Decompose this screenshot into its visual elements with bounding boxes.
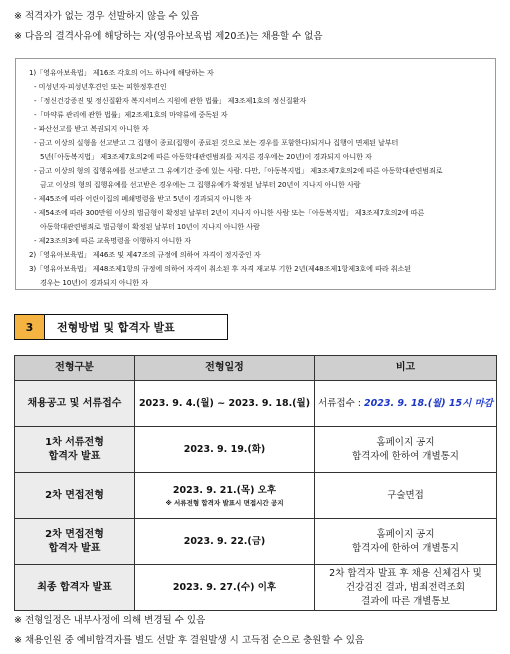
schedule-sub-note: ※ 서류전형 합격자 발표시 면접시간 공지: [165, 498, 284, 507]
note-line: 결과에 따른 개별통보: [361, 595, 450, 607]
note-disqualification: ※ 다음의 결격사유에 해당하는 자(영유아보육법 제20조)는 채용할 수 없음: [14, 31, 323, 42]
disq-item: -「마약류 관리에 관한 법률」제2조제1호의 마약류에 중독된 자: [34, 110, 228, 119]
disq-item: 5년(「아동복지법」 제3조제7호의2에 따른 아동학대관련범죄를 저지른 경우에는 20년)이 경과되지 아니한 자: [40, 152, 372, 161]
category-line: 합격자 발표: [48, 450, 101, 462]
disqualification-box: [15, 58, 496, 290]
disq-item: 금고 이상의 형의 집행유예를 선고받은 경우에는 그 집행유예가 확정된 날부터 20년이 지나지 아니한 사람: [40, 180, 361, 189]
disq-item: 2)「영유아보육법」 제46조 및 제47조의 규정에 의하여 자격이 정지중인 자: [29, 250, 261, 259]
header-note: 비고: [315, 356, 497, 381]
disq-item: - 금고 이상의 실형을 선고받고 그 집행이 종료(집행이 종료된 것으로 보는 경우를 포함한다)되거나 집행이 면제된 날부터: [34, 138, 399, 147]
note-line: 홈페이지 공지: [376, 436, 435, 448]
section-number: 3: [15, 315, 45, 339]
disq-item: -「정신건강증진 및 정신질환자 복지서비스 지원에 관한 법률」 제3조제1호의 정신질환자: [34, 96, 307, 105]
note-line: 합격자에 한하여 개별통지: [352, 542, 459, 554]
schedule-table: [14, 355, 497, 611]
table-row: [15, 565, 497, 611]
row-category: [15, 427, 135, 473]
header-category: 전형구분: [15, 356, 135, 381]
disq-item: 아동학대관련범죄로 벌금형이 확정된 날부터 10년이 지나지 아니한 사람: [40, 222, 260, 231]
row-schedule: [135, 473, 315, 519]
section-header: [14, 314, 228, 340]
note-label: 서류접수 :: [318, 397, 364, 409]
schedule-main: 2023. 9. 21.(목) 오후: [172, 484, 277, 496]
table-row: [15, 519, 497, 565]
row-note: [315, 519, 497, 565]
disq-item: - 제45조에 따라 어린이집의 폐쇄명령을 받고 5년이 경과되지 아니한 자: [34, 194, 252, 203]
deadline-text: 2023. 9. 18.(월) 15시 마감: [364, 397, 493, 409]
category-line: 1차 서류전형: [45, 436, 104, 448]
header-schedule: 전형일정: [135, 356, 315, 381]
row-note: [315, 381, 497, 427]
note-line: 홈페이지 공지: [376, 528, 435, 540]
row-category: 2차 면접전형: [15, 473, 135, 519]
note-line: 건강검진 결과, 범죄전력조회: [345, 581, 466, 593]
row-note: 구술면접: [315, 473, 497, 519]
note-reserve-candidates: ※ 채용인원 중 예비합격자를 별도 선발 후 결원발생 시 고득점 순으로 충원할 수 있음: [14, 635, 365, 646]
category-line: 합격자 발표: [48, 542, 101, 554]
row-schedule: 2023. 9. 19.(화): [135, 427, 315, 473]
row-schedule: 2023. 9. 22.(금): [135, 519, 315, 565]
disq-item: - 금고 이상의 형의 집행유예를 선고받고 그 유예기간 중에 있는 사람. 다만,「아동복지법」 제3조제7호의2에 따른 아동학대관련범죄로: [34, 166, 443, 175]
note-line: 2차 합격자 발표 후 채용 신체검사 및: [329, 567, 482, 579]
category-line: 2차 면접전형: [45, 528, 104, 540]
note-schedule-change: ※ 전형일정은 내부사정에 의해 변경될 수 있음: [14, 615, 206, 626]
row-schedule: 2023. 9. 27.(수) 이후: [135, 565, 315, 611]
row-category: 채용공고 및 서류접수: [15, 381, 135, 427]
disq-item: 3)「영유아보육법」 제48조제1항의 규정에 의하여 자격이 취소된 후 자격 재교부 기한 2년(제48조제1항제3호에 따라 취소된: [29, 264, 412, 273]
disq-item: - 미성년자·피성년후견인 또는 피한정후견인: [34, 82, 167, 91]
table-row: [15, 427, 497, 473]
table-header-row: [15, 356, 497, 381]
row-note: [315, 565, 497, 611]
table-row: [15, 381, 497, 427]
disq-item: - 제23조의3에 따른 교육명령을 이행하지 아니한 자: [34, 236, 191, 245]
note-no-qualified: ※ 적격자가 없는 경우 선발하지 않을 수 있음: [14, 11, 200, 22]
disq-item: - 파산선고를 받고 복권되지 아니한 자: [34, 124, 149, 133]
row-category: 최종 합격자 발표: [15, 565, 135, 611]
disq-item: - 제54조에 따라 300만원 이상의 벌금형이 확정된 날부터 2년이 지나지 아니한 사람 또는「아동복지법」 제3조제7호의2에 따른: [34, 208, 425, 217]
disq-item: 1)「영유아보육법」 제16조 각호의 어느 하나에 해당하는 자: [29, 68, 214, 77]
table-row: [15, 473, 497, 519]
row-note: [315, 427, 497, 473]
row-schedule: 2023. 9. 4.(월) ~ 2023. 9. 18.(월): [135, 381, 315, 427]
note-line: 합격자에 한하여 개별통지: [352, 450, 459, 462]
disq-item: 경우는 10년)이 경과되지 아니한 자: [40, 278, 148, 287]
section-title: 전형방법 및 합격자 발표: [57, 321, 175, 334]
row-category: [15, 519, 135, 565]
